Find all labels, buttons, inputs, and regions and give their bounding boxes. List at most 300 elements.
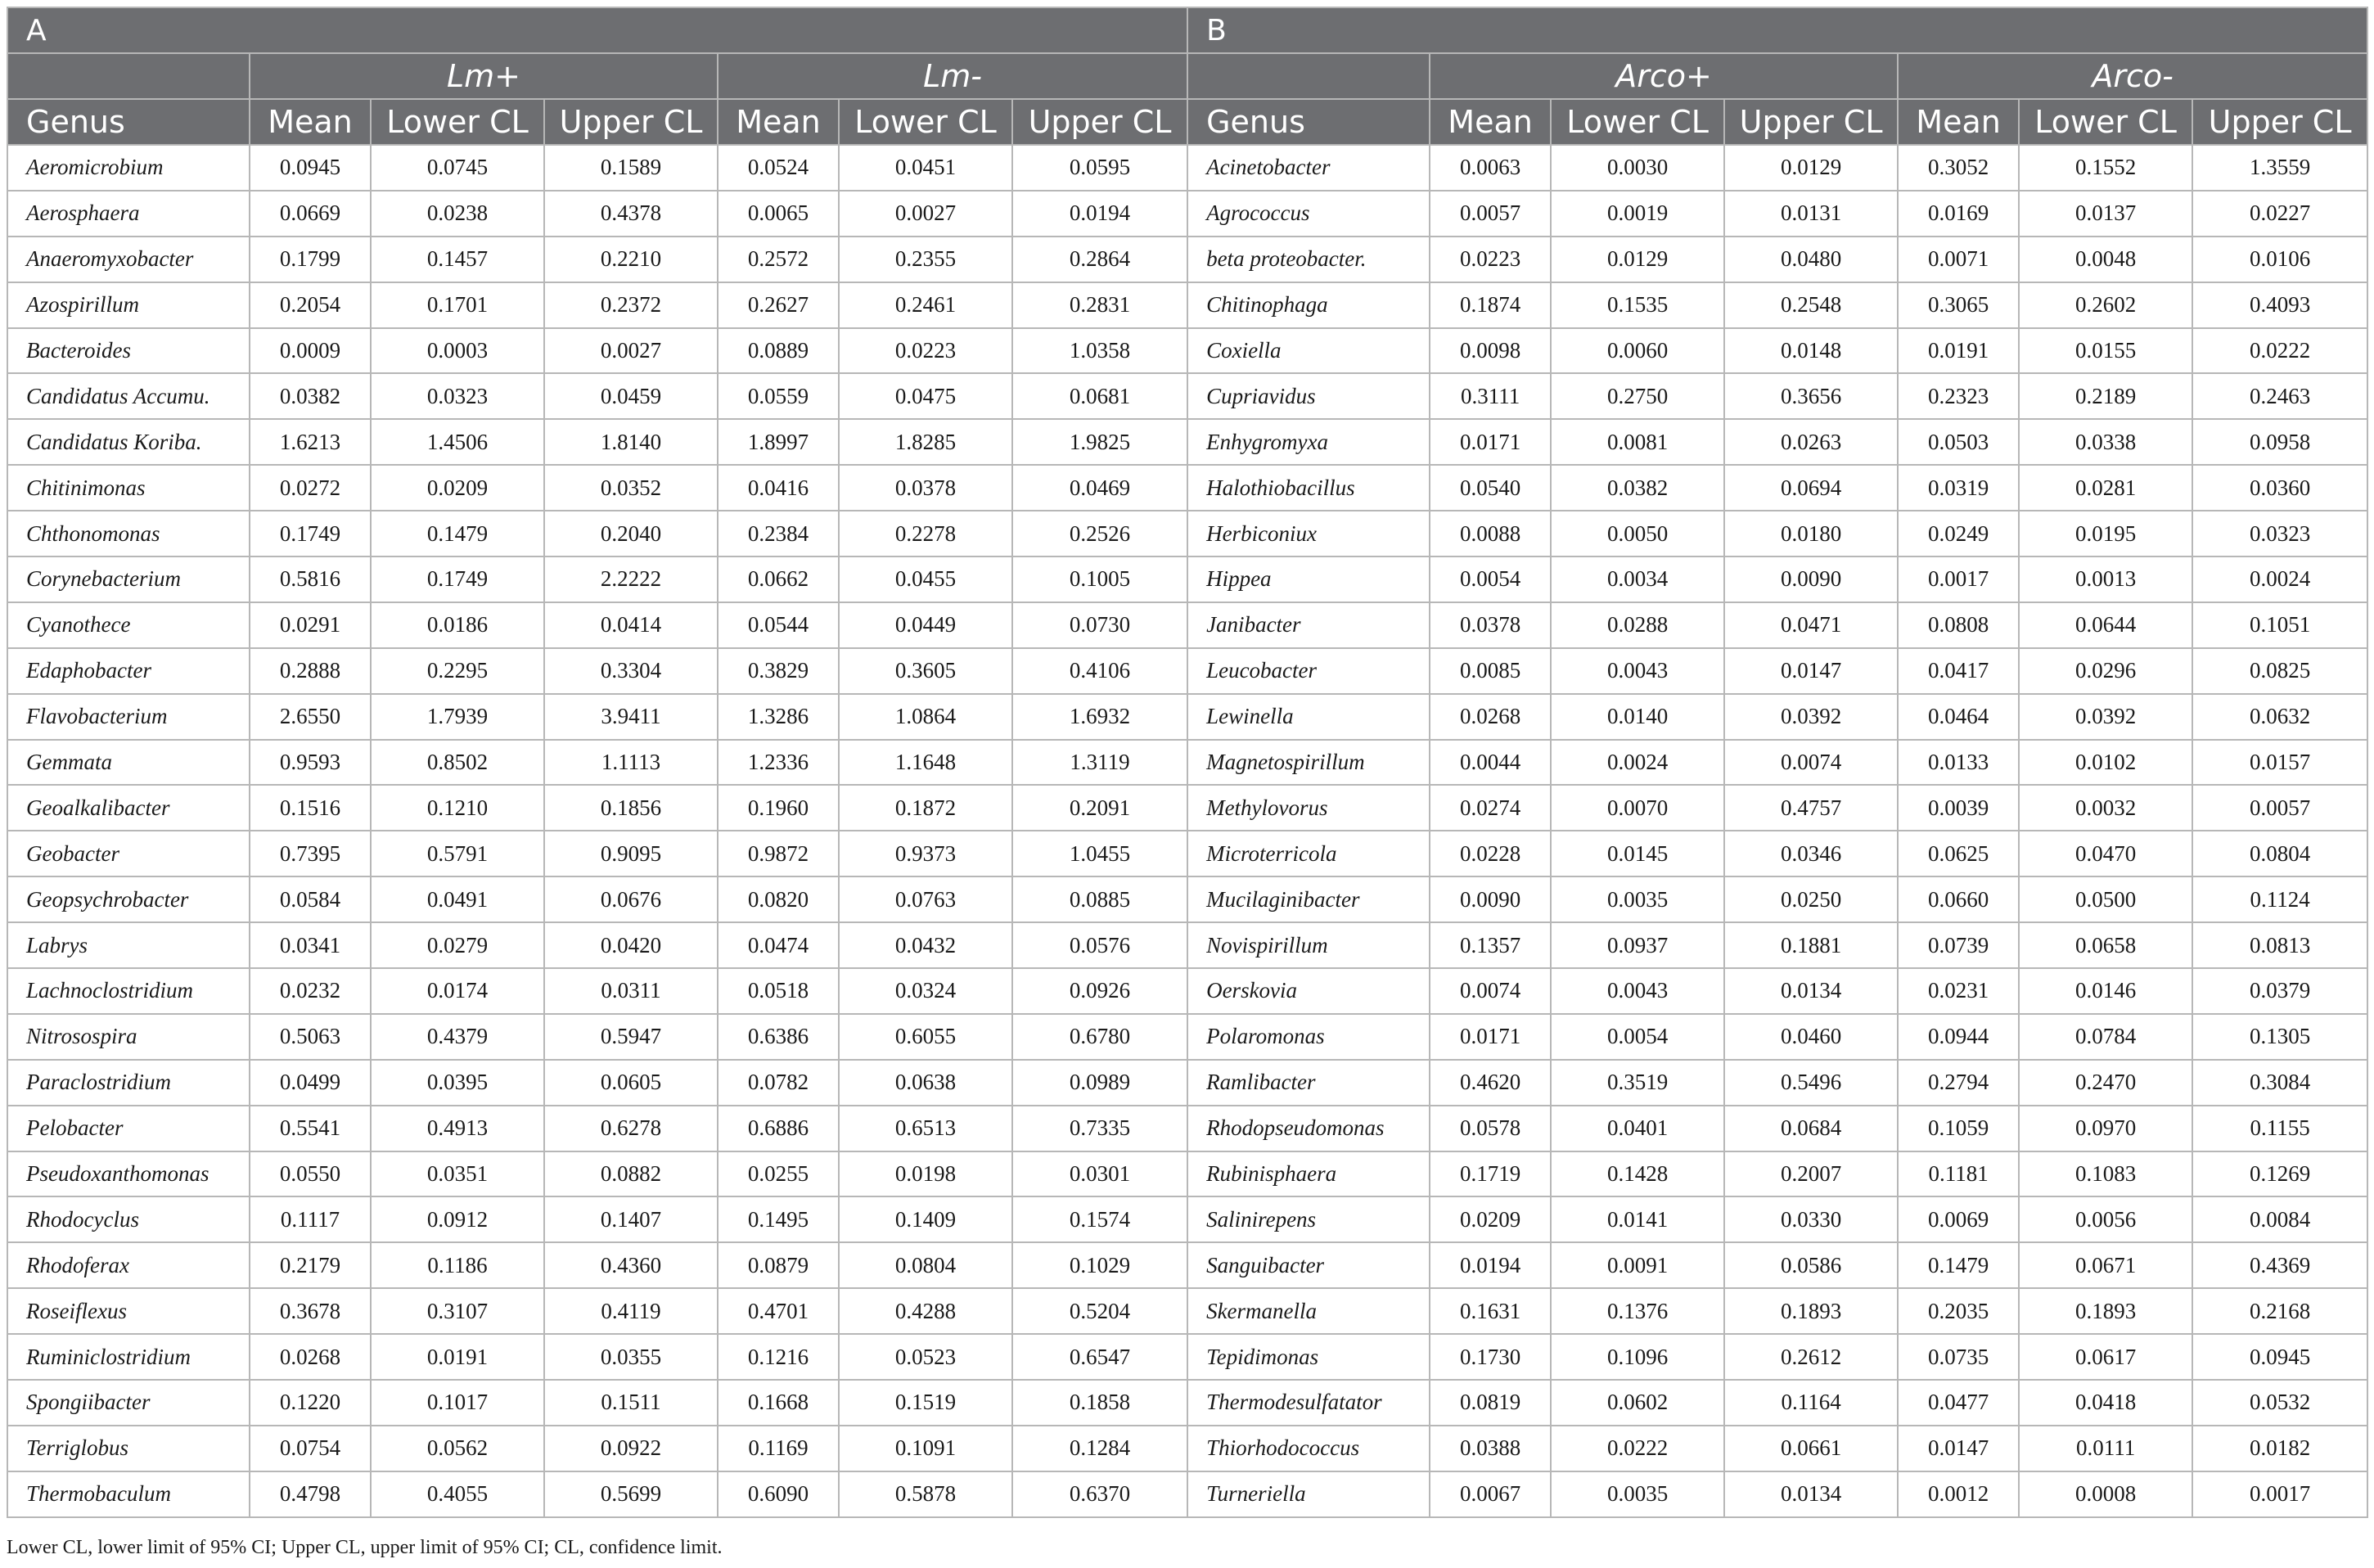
genus-cell: Edaphobacter [7,648,250,694]
genus-cell: Rhodocyclus [7,1196,250,1242]
value-cell: 0.2750 [1551,373,1724,419]
value-cell: 0.1005 [1012,556,1187,602]
genus-cell: Mucilaginibacter [1187,876,1430,922]
value-cell: 0.2794 [1898,1060,2019,1106]
value-cell: 0.0804 [839,1242,1012,1288]
value-cell: 0.0518 [718,968,839,1014]
value-cell: 0.0671 [2019,1242,2192,1288]
value-cell: 0.1220 [250,1380,371,1426]
value-cell: 0.0754 [250,1426,371,1471]
value-cell: 0.0416 [718,465,839,511]
value-cell: 0.0129 [1724,145,1898,191]
value-cell: 0.2612 [1724,1334,1898,1380]
value-cell: 0.2864 [1012,237,1187,282]
value-cell: 0.4369 [2192,1242,2367,1288]
genus-cell: Terriglobus [7,1426,250,1471]
value-cell: 0.0039 [1898,785,2019,831]
table-row [7,1380,2367,1426]
value-cell: 0.2189 [2019,373,2192,419]
value-cell: 0.0255 [718,1151,839,1197]
value-cell: 0.1858 [1012,1380,1187,1426]
genus-cell: Skermanella [1187,1288,1430,1334]
genus-cell: Rubinisphaera [1187,1151,1430,1197]
value-cell: 0.0194 [1430,1242,1551,1288]
table-row [7,328,2367,374]
value-cell: 0.0223 [839,328,1012,374]
value-cell: 0.1799 [250,237,371,282]
value-cell: 0.0418 [2019,1380,2192,1426]
value-cell: 0.0922 [544,1426,718,1471]
value-cell: 0.3678 [250,1288,371,1334]
value-cell: 0.0263 [1724,419,1898,465]
value-cell: 0.1083 [2019,1151,2192,1197]
value-cell: 0.0090 [1430,876,1551,922]
value-cell: 0.0012 [1898,1471,2019,1517]
value-cell: 0.1164 [1724,1380,1898,1426]
value-cell: 0.1631 [1430,1288,1551,1334]
value-cell: 0.0503 [1898,419,2019,465]
value-cell: 1.6932 [1012,694,1187,740]
value-cell: 0.2372 [544,282,718,328]
value-cell: 0.0140 [1551,694,1724,740]
table-row [7,419,2367,465]
genus-cell: Ramlibacter [1187,1060,1430,1106]
value-cell: 1.3119 [1012,740,1187,786]
value-cell: 0.0274 [1430,785,1551,831]
genus-cell: Gemmata [7,740,250,786]
value-cell: 0.0889 [718,328,839,374]
value-cell: 0.8502 [371,740,544,786]
table-row [7,1151,2367,1197]
value-cell: 0.2888 [250,648,371,694]
value-cell: 0.1210 [371,785,544,831]
value-cell: 0.0388 [1430,1426,1551,1471]
value-cell: 0.0395 [371,1060,544,1106]
value-cell: 0.1479 [371,511,544,556]
value-cell: 0.0134 [1724,1471,1898,1517]
value-cell: 0.0392 [1724,694,1898,740]
value-cell: 0.1960 [718,785,839,831]
value-cell: 0.6886 [718,1106,839,1151]
value-cell: 0.0338 [2019,419,2192,465]
table-row [7,1014,2367,1060]
value-cell: 2.6550 [250,694,371,740]
value-cell: 0.0035 [1551,1471,1724,1517]
genus-cell: Roseiflexus [7,1288,250,1334]
value-cell: 0.1701 [371,282,544,328]
value-cell: 0.1856 [544,785,718,831]
value-cell: 0.0945 [2192,1334,2367,1380]
value-cell: 0.1552 [2019,145,2192,191]
value-cell: 0.0475 [839,373,1012,419]
value-cell: 0.1872 [839,785,1012,831]
value-cell: 0.5816 [250,556,371,602]
genus-cell: Azospirillum [7,282,250,328]
value-cell: 0.0392 [2019,694,2192,740]
value-cell: 0.0111 [2019,1426,2192,1471]
table-row [7,1334,2367,1380]
value-cell: 0.6780 [1012,1014,1187,1060]
value-cell: 0.4288 [839,1288,1012,1334]
value-cell: 0.2054 [250,282,371,328]
genus-cell: Geopsychrobacter [7,876,250,922]
value-cell: 1.1113 [544,740,718,786]
table-row [7,831,2367,876]
value-cell: 0.2831 [1012,282,1187,328]
value-cell: 0.0617 [2019,1334,2192,1380]
panel-a-label: A [7,7,1187,53]
value-cell: 0.1091 [839,1426,1012,1471]
value-cell: 0.2278 [839,511,1012,556]
value-cell: 0.0432 [839,922,1012,968]
table-row [7,648,2367,694]
value-cell: 0.0009 [250,328,371,374]
genus-cell: Geobacter [7,831,250,876]
value-cell: 0.4701 [718,1288,839,1334]
column-header-upper-cl: Upper CL [2192,99,2367,145]
value-cell: 0.1186 [371,1242,544,1288]
value-cell: 0.6547 [1012,1334,1187,1380]
table-row [7,373,2367,419]
value-cell: 0.0355 [544,1334,718,1380]
column-header-lower-cl: Lower CL [839,99,1012,145]
genus-cell: Novispirillum [1187,922,1430,968]
value-cell: 1.3559 [2192,145,2367,191]
value-cell: 0.0449 [839,602,1012,648]
table-row [7,511,2367,556]
value-cell: 0.0694 [1724,465,1898,511]
value-cell: 0.2295 [371,648,544,694]
value-cell: 0.1169 [718,1426,839,1471]
value-cell: 0.5541 [250,1106,371,1151]
value-cell: 0.3107 [371,1288,544,1334]
value-cell: 0.0155 [2019,328,2192,374]
value-cell: 0.0186 [371,602,544,648]
column-header-upper-cl: Upper CL [544,99,718,145]
column-header-mean: Mean [1430,99,1551,145]
value-cell: 0.7335 [1012,1106,1187,1151]
value-cell: 0.2168 [2192,1288,2367,1334]
value-cell: 0.2091 [1012,785,1187,831]
value-cell: 0.0098 [1430,328,1551,374]
value-cell: 0.0346 [1724,831,1898,876]
column-header-row [7,99,2367,145]
value-cell: 0.0057 [1430,191,1551,237]
value-cell: 1.9825 [1012,419,1187,465]
value-cell: 0.1357 [1430,922,1551,968]
genus-cell: Leucobacter [1187,648,1430,694]
column-header-mean: Mean [1898,99,2019,145]
value-cell: 0.1269 [2192,1151,2367,1197]
table-row [7,1242,2367,1288]
value-cell: 0.1881 [1724,922,1898,968]
value-cell: 0.0030 [1551,145,1724,191]
group-arco-plus: Arco+ [1430,53,1898,99]
value-cell: 0.3084 [2192,1060,2367,1106]
value-cell: 0.0595 [1012,145,1187,191]
value-cell: 1.0455 [1012,831,1187,876]
table-row [7,465,2367,511]
value-cell: 0.0134 [1724,968,1898,1014]
value-cell: 0.0825 [2192,648,2367,694]
value-cell: 0.1749 [250,511,371,556]
value-cell: 0.1096 [1551,1334,1724,1380]
value-cell: 1.8997 [718,419,839,465]
value-cell: 0.0171 [1430,419,1551,465]
value-cell: 0.9593 [250,740,371,786]
value-cell: 0.0081 [1551,419,1724,465]
value-cell: 0.0147 [1724,648,1898,694]
value-cell: 1.0864 [839,694,1012,740]
value-cell: 0.1409 [839,1196,1012,1242]
genus-cell: Herbiconiux [1187,511,1430,556]
value-cell: 0.9095 [544,831,718,876]
genus-cell: Janibacter [1187,602,1430,648]
genus-cell: Enhygromyxa [1187,419,1430,465]
value-cell: 0.1376 [1551,1288,1724,1334]
value-cell: 0.0658 [2019,922,2192,968]
value-cell: 0.4055 [371,1471,544,1517]
value-cell: 0.2323 [1898,373,2019,419]
column-header-genus: Genus [7,99,250,145]
value-cell: 0.0054 [1430,556,1551,602]
panel-b-label: B [1187,7,2367,53]
value-cell: 0.2572 [718,237,839,282]
value-cell: 0.0147 [1898,1426,2019,1471]
value-cell: 0.3519 [1551,1060,1724,1106]
value-cell: 0.5204 [1012,1288,1187,1334]
table-row [7,1106,2367,1151]
value-cell: 0.0912 [371,1196,544,1242]
value-cell: 0.0060 [1551,328,1724,374]
value-cell: 0.0035 [1551,876,1724,922]
value-cell: 0.1457 [371,237,544,282]
value-cell: 0.1305 [2192,1014,2367,1060]
value-cell: 0.9373 [839,831,1012,876]
value-cell: 0.2210 [544,237,718,282]
value-cell: 0.0523 [839,1334,1012,1380]
genus-cell: Chthonomonas [7,511,250,556]
genus-cell: Polaromonas [1187,1014,1430,1060]
value-cell: 0.0043 [1551,968,1724,1014]
value-cell: 0.0102 [2019,740,2192,786]
table-row [7,1471,2367,1517]
genus-cell: beta proteobacter. [1187,237,1430,282]
value-cell: 0.1059 [1898,1106,2019,1151]
value-cell: 0.7395 [250,831,371,876]
value-cell: 0.0319 [1898,465,2019,511]
genus-cell: Rhodoferax [7,1242,250,1288]
value-cell: 0.0148 [1724,328,1898,374]
value-cell: 0.0085 [1430,648,1551,694]
value-cell: 0.0171 [1430,1014,1551,1060]
value-cell: 0.0819 [1430,1380,1551,1426]
genus-cell: Flavobacterium [7,694,250,740]
value-cell: 0.3605 [839,648,1012,694]
value-cell: 0.0027 [544,328,718,374]
column-header-upper-cl: Upper CL [1724,99,1898,145]
genus-cell: Methylovorus [1187,785,1430,831]
group-header-row [7,53,2367,99]
value-cell: 0.0232 [250,968,371,1014]
value-cell: 0.1407 [544,1196,718,1242]
value-cell: 0.0074 [1724,740,1898,786]
value-cell: 0.2461 [839,282,1012,328]
value-cell: 0.1051 [2192,602,2367,648]
genus-cell: Cupriavidus [1187,373,1430,419]
value-cell: 0.0937 [1551,922,1724,968]
confidence-limits-table [7,7,2368,1518]
value-cell: 0.0584 [250,876,371,922]
value-cell: 0.1893 [2019,1288,2192,1334]
value-cell: 0.1479 [1898,1242,2019,1288]
value-cell: 0.0198 [839,1151,1012,1197]
value-cell: 0.0605 [544,1060,718,1106]
value-cell: 0.1730 [1430,1334,1551,1380]
value-cell: 0.0885 [1012,876,1187,922]
genus-cell: Coxiella [1187,328,1430,374]
value-cell: 0.0813 [2192,922,2367,968]
value-cell: 0.0451 [839,145,1012,191]
value-cell: 0.0958 [2192,419,2367,465]
table-row [7,922,2367,968]
value-cell: 0.1029 [1012,1242,1187,1288]
value-cell: 0.0281 [2019,465,2192,511]
value-cell: 0.3052 [1898,145,2019,191]
value-cell: 1.2336 [718,740,839,786]
table-row [7,785,2367,831]
value-cell: 0.1874 [1430,282,1551,328]
table-row [7,145,2367,191]
value-cell: 0.2526 [1012,511,1187,556]
value-cell: 0.0420 [544,922,718,968]
column-header-lower-cl: Lower CL [1551,99,1724,145]
value-cell: 0.0524 [718,145,839,191]
table-row [7,282,2367,328]
value-cell: 0.1181 [1898,1151,2019,1197]
value-cell: 1.0358 [1012,328,1187,374]
value-cell: 0.0044 [1430,740,1551,786]
value-cell: 0.4093 [2192,282,2367,328]
value-cell: 0.0191 [371,1334,544,1380]
panel-label-row [7,7,2367,53]
genus-cell: Acinetobacter [1187,145,1430,191]
value-cell: 0.1574 [1012,1196,1187,1242]
value-cell: 0.0070 [1551,785,1724,831]
value-cell: 0.0279 [371,922,544,968]
genus-cell: Aerosphaera [7,191,250,237]
genus-cell: Pelobacter [7,1106,250,1151]
value-cell: 0.0480 [1724,237,1898,282]
value-cell: 0.0238 [371,191,544,237]
value-cell: 0.1284 [1012,1426,1187,1471]
table-footnote: Lower CL, lower limit of 95% CI; Upper CL, upper limit of 95% CI; CL, confidence limit. [7,1537,723,1558]
genus-cell: Candidatus Accumu. [7,373,250,419]
value-cell: 0.0090 [1724,556,1898,602]
value-cell: 0.0250 [1724,876,1898,922]
value-cell: 0.0088 [1430,511,1551,556]
value-cell: 0.0455 [839,556,1012,602]
value-cell: 0.0660 [1898,876,2019,922]
value-cell: 0.0003 [371,328,544,374]
value-cell: 0.0602 [1551,1380,1724,1426]
value-cell: 0.0227 [2192,191,2367,237]
value-cell: 0.3065 [1898,282,2019,328]
table-row [7,556,2367,602]
value-cell: 0.9872 [718,831,839,876]
value-cell: 0.2470 [2019,1060,2192,1106]
value-cell: 0.0174 [371,968,544,1014]
value-cell: 0.2007 [1724,1151,1898,1197]
value-cell: 0.0296 [2019,648,2192,694]
value-cell: 0.0562 [371,1426,544,1471]
value-cell: 0.0378 [839,465,1012,511]
table-row [7,968,2367,1014]
value-cell: 0.0464 [1898,694,2019,740]
genus-cell: Chitinophaga [1187,282,1430,328]
value-cell: 0.2627 [718,282,839,328]
value-cell: 0.0323 [2192,511,2367,556]
table-row [7,602,2367,648]
value-cell: 0.0106 [2192,237,2367,282]
value-cell: 0.0301 [1012,1151,1187,1197]
value-cell: 0.0074 [1430,968,1551,1014]
value-cell: 0.1719 [1430,1151,1551,1197]
value-cell: 0.0632 [2192,694,2367,740]
value-cell: 0.0382 [1551,465,1724,511]
value-cell: 0.0644 [2019,602,2192,648]
value-cell: 0.0195 [2019,511,2192,556]
value-cell: 0.0272 [250,465,371,511]
value-cell: 0.1668 [718,1380,839,1426]
value-cell: 0.0989 [1012,1060,1187,1106]
value-cell: 0.4378 [544,191,718,237]
table-row [7,694,2367,740]
value-cell: 0.0069 [1898,1196,2019,1242]
value-cell: 0.4119 [544,1288,718,1334]
table-row [7,740,2367,786]
value-cell: 0.1495 [718,1196,839,1242]
value-cell: 0.3304 [544,648,718,694]
value-cell: 0.2384 [718,511,839,556]
value-cell: 0.0352 [544,465,718,511]
value-cell: 1.3286 [718,694,839,740]
value-cell: 0.6370 [1012,1471,1187,1517]
genus-cell: Bacteroides [7,328,250,374]
genus-cell: Turneriella [1187,1471,1430,1517]
value-cell: 0.0669 [250,191,371,237]
value-cell: 0.0360 [2192,465,2367,511]
table-row [7,1060,2367,1106]
table-body [7,145,2367,1517]
genus-cell: Pseudoxanthomonas [7,1151,250,1197]
genus-cell: Ruminiclostridium [7,1334,250,1380]
genus-cell: Thermodesulfatator [1187,1380,1430,1426]
genus-cell: Agrococcus [1187,191,1430,237]
value-cell: 0.1216 [718,1334,839,1380]
value-cell: 1.1648 [839,740,1012,786]
value-cell: 0.1535 [1551,282,1724,328]
value-cell: 0.4360 [544,1242,718,1288]
value-cell: 0.0071 [1898,237,2019,282]
value-cell: 2.2222 [544,556,718,602]
value-cell: 0.0500 [2019,876,2192,922]
table-row [7,1426,2367,1471]
value-cell: 0.0209 [371,465,544,511]
value-cell: 0.0662 [718,556,839,602]
value-cell: 0.0063 [1430,145,1551,191]
value-cell: 0.0684 [1724,1106,1898,1151]
